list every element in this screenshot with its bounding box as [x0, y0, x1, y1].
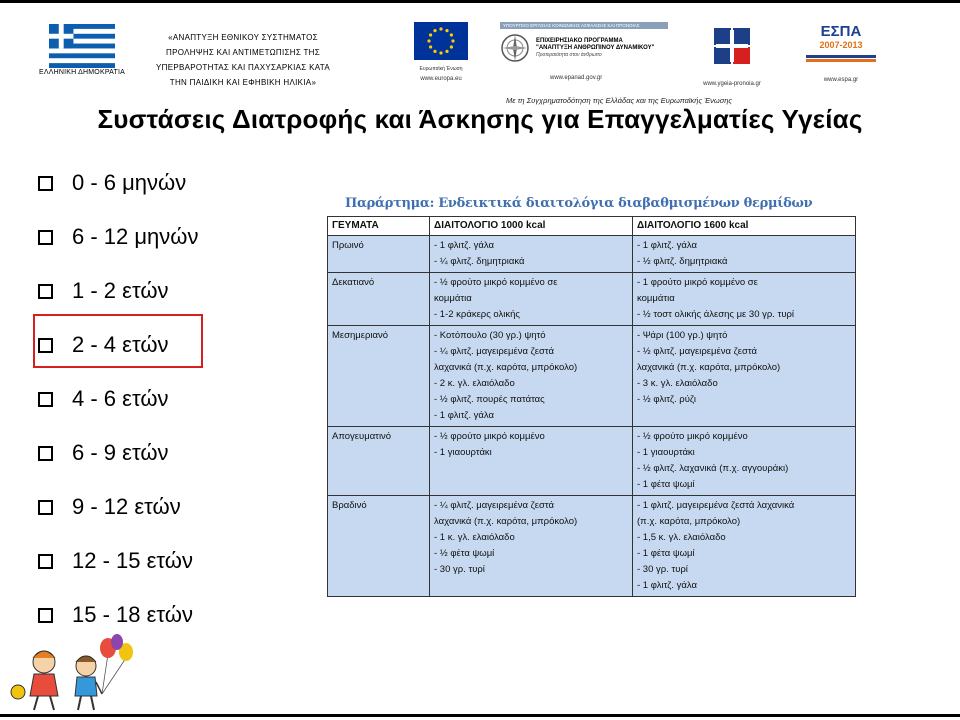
food-item: - 1 φλιτζ. γάλα	[434, 410, 494, 421]
food-item: λαχανικά (π.χ. καρότα, μπρόκολο)	[434, 362, 578, 373]
food-item: - ½ τοστ ολικής άλεσης με 30 γρ. τυρί	[637, 309, 795, 320]
op-slogan: Προτεραιότητα στον άνθρωπο	[536, 51, 602, 58]
food-item: - ¼ φλιτζ. δημητριακά	[434, 256, 525, 267]
food-item: - 1 φέτα ψωμί	[637, 548, 695, 559]
age-group-item[interactable]	[38, 598, 193, 632]
meal-name-cell: Δεκατιανό	[328, 273, 430, 326]
op-title: ΕΠΙΧΕΙΡΗΣΙΑΚΟ ΠΡΟΓΡΑΜΜΑ	[536, 37, 623, 44]
age-group-label: 12 - 15 ετών	[72, 548, 193, 573]
food-item: - 1 γιαουρτάκι	[434, 447, 492, 458]
menu-1600kcal-cell	[633, 273, 856, 326]
table-title: Παράρτημα: Ενδεικτικά διαιτολόγια διαβαθμισμένων θερμίδων	[345, 196, 813, 211]
food-item: - ½ φλιτζ. λαχανικά (π.χ. αγγουράκι)	[637, 463, 789, 474]
kids-balloons-illustration	[2, 632, 142, 714]
operational-programme-logo	[500, 22, 668, 81]
age-group-item[interactable]	[38, 166, 186, 200]
flag-caption: ΕΛΛΗΝΙΚΗ ΔΗΜΟΚΡΑΤΙΑ	[38, 69, 126, 76]
checkbox-icon	[38, 284, 53, 299]
espa-url: www.espa.gr	[823, 77, 859, 83]
checkbox-icon	[38, 446, 53, 461]
food-item: - Κοτόπουλο (30 γρ.) ψητό	[434, 330, 546, 341]
age-group-label: 0 - 6 μηνών	[72, 170, 187, 195]
food-item: - ¼ φλιτζ. μαγειρεμένα ζεστά	[434, 500, 554, 511]
food-item: - ½ φρούτο μικρό κομμένο	[637, 431, 748, 442]
menu-1000kcal-cell	[430, 427, 633, 496]
project-title-line: ΤΗΝ ΠΑΙΔΙΚΗ ΚΑΙ ΕΦΗΒΙΚΗ ΗΛΙΚΙΑ»	[169, 78, 317, 87]
menu-1600kcal-cell	[633, 236, 856, 273]
menu-1600kcal-cell	[633, 326, 856, 427]
slide-bottom-rule	[0, 714, 960, 717]
espa-word: ΕΣΠΑ	[820, 23, 862, 40]
meal-name-cell: Απογευματινό	[328, 427, 430, 496]
food-item: - 1 φρούτο μικρό κομμένο σε	[637, 277, 758, 288]
food-item: - 2 κ. γλ. ελαιόλαδο	[434, 378, 515, 389]
checkbox-icon	[38, 230, 53, 245]
meal-plan-table	[327, 216, 856, 597]
food-item: - ½ φέτα ψωμί	[434, 548, 495, 559]
age-group-label: 9 - 12 ετών	[72, 494, 181, 519]
food-item: λαχανικά (π.χ. καρότα, μπρόκολο)	[434, 516, 578, 527]
age-group-item[interactable]	[38, 220, 198, 254]
slide-top-rule	[0, 0, 960, 3]
table-row	[328, 326, 856, 427]
checkbox-icon	[38, 176, 53, 191]
food-item: - ½ φρούτο μικρό κομμένο	[434, 431, 545, 442]
table-body	[328, 236, 856, 597]
food-item: - ½ φλιτζ. δημητριακά	[637, 256, 728, 267]
food-item: - ¼ φλιτζ. μαγειρεμένα ζεστά	[434, 346, 554, 357]
age-group-label: 6 - 9 ετών	[72, 440, 169, 465]
menu-1000kcal-cell	[430, 326, 633, 427]
food-item: - ½ φρούτο μικρό κομμένο σε	[434, 277, 558, 288]
meal-name-cell: Βραδινό	[328, 496, 430, 597]
food-item: - 1-2 κράκερς ολικής	[434, 309, 521, 320]
age-group-item[interactable]	[38, 274, 169, 308]
eu-caption: Ευρωπαϊκή Ένωση	[419, 66, 463, 72]
menu-1000kcal-cell	[430, 236, 633, 273]
food-item: - ½ φλιτζ. πουρές πατάτας	[434, 394, 545, 405]
food-item: - 3 κ. γλ. ελαιόλαδο	[637, 378, 718, 389]
op-name: "ΑΝΑΠΤΥΞΗ ΑΝΘΡΩΠΙΝΟΥ ΔΥΝΑΜΙΚΟΥ"	[536, 44, 655, 51]
column-header-1600kcal: ΔΙΑΙΤΟΛΟΓΙΟ 1600 kcal	[633, 217, 856, 236]
project-title-line: «ΑΝΑΠΤΥΞΗ ΕΘΝΙΚΟΥ ΣΥΣΤΗΜΑΤΟΣ	[168, 33, 318, 42]
food-item: - 1 φλιτζ. γάλα	[637, 580, 697, 591]
food-item: - 1 φέτα ψωμί	[637, 479, 695, 490]
project-title-block	[138, 30, 348, 90]
checkbox-icon	[38, 392, 53, 407]
meal-name-cell: Πρωινό	[328, 236, 430, 273]
food-item: - 30 γρ. τυρί	[434, 564, 485, 575]
column-header-1000kcal: ΔΙΑΙΤΟΛΟΓΙΟ 1000 kcal	[430, 217, 633, 236]
checkbox-icon	[38, 608, 53, 623]
food-item: - Ψάρι (100 γρ.) ψητό	[637, 330, 728, 341]
menu-1600kcal-cell	[633, 427, 856, 496]
age-group-label: 4 - 6 ετών	[72, 386, 169, 411]
ministry-strip: ΥΠΟΥΡΓΕΙΟ ΕΡΓΑΣΙΑΣ ΚΟΙΝΩΝΙΚΗΣ ΑΣΦΑΛΙΣΗΣ ΚΑΙ ΠΡΟΝΟΙΑΣ	[500, 22, 668, 29]
food-item: κομμάτια	[637, 293, 675, 304]
table-row	[328, 496, 856, 597]
food-item: λαχανικά (π.χ. καρότα, μπρόκολο)	[637, 362, 781, 373]
age-group-item[interactable]	[38, 490, 181, 524]
age-group-label: 1 - 2 ετών	[72, 278, 169, 303]
checkbox-icon	[38, 500, 53, 515]
health-ministry-url: www.ygeia-pronoia.gr	[703, 81, 761, 87]
food-item: - 1 φλιτζ. γάλα	[637, 240, 697, 251]
age-group-label: 6 - 12 μηνών	[72, 224, 199, 249]
cofunding-note: Με τη Συγχρηματοδότηση της Ελλάδας και της Ευρωπαϊκής Ένωσης	[506, 96, 733, 105]
project-title-line: ΠΡΟΛΗΨΗΣ ΚΑΙ ΑΝΤΙΜΕΤΩΠΙΣΗΣ ΤΗΣ	[166, 48, 320, 57]
food-item: - ½ φλιτζ. ρύζι	[637, 394, 697, 405]
table-row	[328, 427, 856, 496]
column-header-meal: ΓΕΥΜΑΤΑ	[328, 217, 430, 236]
age-group-item[interactable]	[38, 544, 193, 578]
menu-1000kcal-cell	[430, 273, 633, 326]
food-item: - 1 φλιτζ. μαγειρεμένα ζεστά λαχανικά	[637, 500, 795, 511]
slide-title: Συστάσεις Διατροφής και Άσκησης για Επαγγελματίες Υγείας	[97, 104, 863, 134]
health-cross-icon	[712, 26, 752, 66]
food-item: - 1,5 κ. γλ. ελαιόλαδο	[637, 532, 726, 543]
age-group-item[interactable]	[38, 436, 169, 470]
table-header-row	[328, 217, 856, 236]
health-ministry-logo	[692, 26, 772, 87]
food-item: - 1 κ. γλ. ελαιόλαδο	[434, 532, 515, 543]
checkbox-icon	[38, 554, 53, 569]
project-title-line: ΥΠΕΡΒΑΡΟΤΗΤΑΣ ΚΑΙ ΠΑΧΥΣΑΡΚΙΑΣ ΚΑΤΑ	[156, 63, 330, 72]
menu-1600kcal-cell	[633, 496, 856, 597]
espa-swoosh-icon	[806, 54, 876, 64]
food-item: - 30 γρ. τυρί	[637, 564, 688, 575]
menu-1000kcal-cell	[430, 496, 633, 597]
food-item: (π.χ. καρότα, μπρόκολο)	[637, 516, 741, 527]
table-row	[328, 236, 856, 273]
age-group-label: 2 - 4 ετών	[72, 332, 169, 357]
compass-emblem-icon	[500, 33, 530, 63]
espa-years: 2007-2013	[819, 40, 863, 50]
espa-logo	[800, 24, 882, 83]
op-url: www.epanad.gov.gr	[550, 75, 603, 81]
age-group-label: 15 - 18 ετών	[72, 602, 193, 627]
food-item: - 1 γιαουρτάκι	[637, 447, 695, 458]
eu-url: www.europa.eu	[420, 76, 462, 82]
food-item: κομμάτια	[434, 293, 472, 304]
table-row	[328, 273, 856, 326]
greek-flag-logo	[38, 24, 126, 76]
selected-age-highlight	[33, 314, 203, 368]
food-item: - 1 φλιτζ. γάλα	[434, 240, 494, 251]
meal-name-cell: Μεσημεριανό	[328, 326, 430, 427]
eu-flag-icon	[414, 22, 468, 60]
eu-logo	[410, 22, 472, 82]
greek-flag-icon	[38, 24, 126, 68]
age-group-item[interactable]	[38, 382, 169, 416]
food-item: - ½ φλιτζ. μαγειρεμένα ζεστά	[637, 346, 757, 357]
